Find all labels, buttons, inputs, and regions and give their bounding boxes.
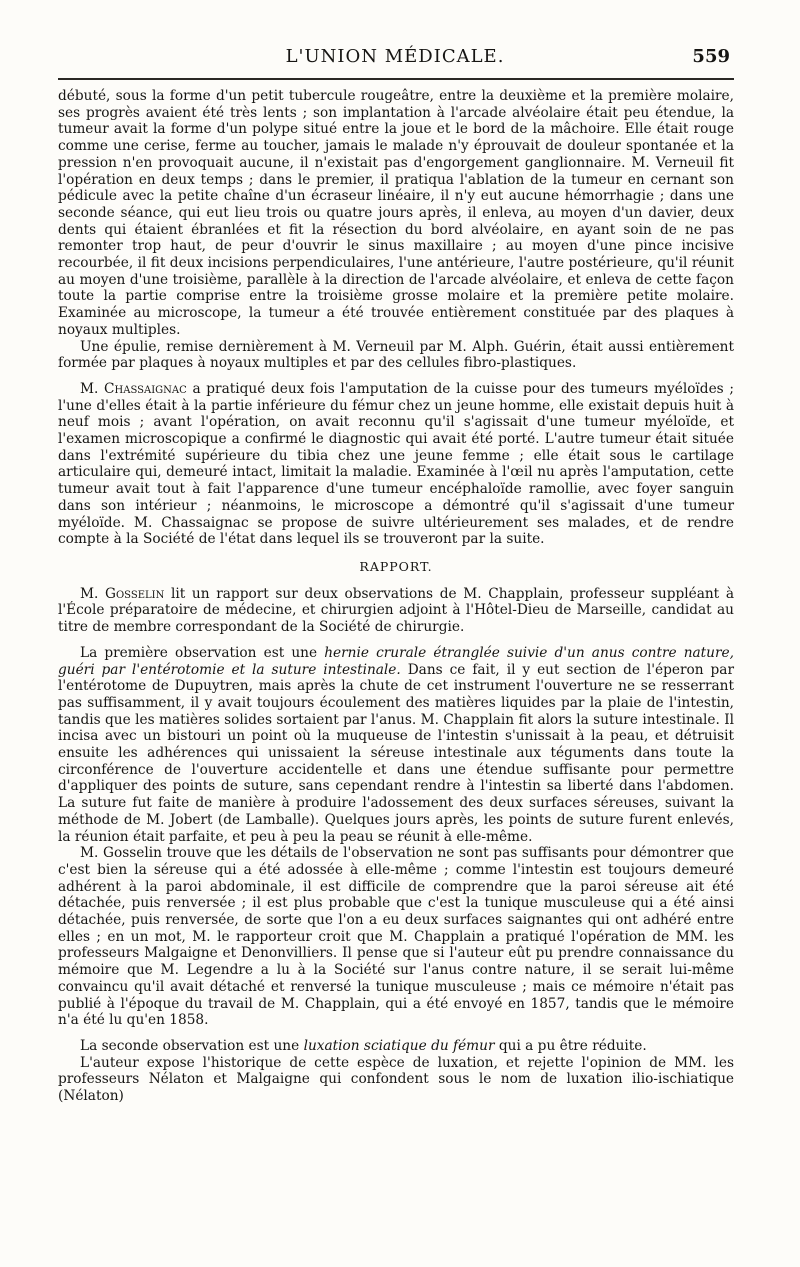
page-number: 559 <box>692 46 730 67</box>
speaker-name: M. Chassaignac <box>80 380 187 397</box>
speaker-name: M. Gosselin <box>80 585 165 602</box>
paragraph-gosselin-critique: M. Gosselin trouve que les détails de l'observation ne sont pas suffisants pour démontrer que c'est bien la séreuse qui a été adossée à elle-même ; comme l'intestin est toujours demeuré adhérent à la paroi abdominale, il est difficile de comprendre que la paroi séreuse ait été détachée, puis renversée ; il est plus probable que c'est la tunique musculeuse qui a été ainsi détachée, puis renversée, de sorte que l'on a eu deux surfaces saignantes qui ont adhéré entre elles ; en un mot, M. le rapporteur croit que M. Chapplain a pratiqué l'opération de MM. les professeurs Malgaigne et Denonvilliers. Il pense que si l'auteur eût pu prendre connaissance du mémoire que M. Legendre a lu à la Société sur l'anus contre nature, il se serait lui-même convaincu qu'il avait détaché et renversé la tunique musculeuse ; mais ce mémoire n'était pas publié à l'époque du travail de M. Chapplain, qui a été envoyé en 1857, tandis que le mémoire n'a été lu qu'en 1858. <box>58 845 734 1029</box>
paragraph-text: Dans ce fait, il y eut section de l'éperon par l'entérotome de Dupuytren, mais après la chute de cet instrument l'ouverture ne se resserrant pas suffisamment, il y avait toujours écoulement des matières liquides par la plaie de l'intestin, tandis que les matières solides sortaient par l'anus. M. Chapplain fit alors la suture intestinale. Il incisa avec un bistouri un point où la muqueuse de l'intestin s'unissait à la peau, et détruisit ensuite les adhérences qui unissaient la séreuse intestinale aux téguments dans toute la circonférence de l'ouverture accidentelle et dans une étendue suffisante pour permettre d'appliquer des points de suture, sans cependant rendre à l'intestin sa liberté dans l'abdomen. La suture fut faite de manière à produire l'adossement des deux surfaces séreuses, suivant la méthode de M. Jobert (de Lamballe). Quelques jours après, les points de suture furent enlevés, la réunion était parfaite, et peu à peu la peau se réunit à elle-même. <box>58 661 734 845</box>
paragraph-text: La seconde observation est une <box>80 1037 304 1054</box>
paragraph-verneuil-operation: débuté, sous la forme d'un petit tubercule rougeâtre, entre la deuxième et la première molaire, ses progrès avaient été très lents ; son implantation à l'arcade alvéolaire était peu étendue, la tumeur avait la forme d'un polype situé entre la joue et le bord de la mâchoire. Elle était rouge comme une cerise, ferme au toucher, jamais le malade n'y éprouvait de douleur spontanée et la pression n'en provoquait aucune, il n'existait pas d'engorgement ganglionnaire. M. Verneuil fit l'opération en deux temps ; dans le premier, il pratiqua l'ablation de la tumeur en cernant son pédicule avec la petite chaîne d'un écraseur linéaire, il n'y eut aucune hémorrhagie ; dans une seconde séance, qui eut lieu trois ou quatre jours après, il enleva, au moyen d'un davier, deux dents qui étaient ébranlées et fit la résection du bord alvéolaire, en ayant soin de ne pas remonter trop haut, de peur d'ouvrir le sinus maxillaire ; au moyen d'une pince incisive recourbée, il fit deux incisions perpendiculaires, l'une antérieure, l'autre postérieure, qu'il réunit au moyen d'une troisième, parallèle à la direction de l'arcade alvéolaire, et enleva de cette façon toute la partie comprise entre la troisième grosse molaire et la première petite molaire. Examinée au microscope, la tumeur a été trouvée entièrement constituée par des plaques à noyaux multiples. <box>58 88 734 338</box>
paragraph-luxation-history: L'auteur expose l'historique de cette espèce de luxation, et rejette l'opinion de MM. les professeurs Nélaton et Malgaigne qui confondent sous le nom de luxation ilio-ischiatique (Nélaton) <box>58 1054 734 1105</box>
running-head <box>60 44 730 74</box>
paragraph-epulie: Une épulie, remise dernièrement à M. Verneuil par M. Alph. Guérin, était aussi entièrement formée par plaques à noyaux multiples et par des cellules fibro-plastiques. <box>58 338 734 372</box>
section-title: RAPPORT. <box>359 558 433 574</box>
header-rule <box>58 78 734 80</box>
paragraph-text: lit un rapport sur deux observations de M. Chapplain, professeur suppléant à l'École préparatoire de médecine, et chirurgien adjoint à l'Hôtel-Dieu de Marseille, candidat au titre de membre correspondant de la Société de chirurgie. <box>58 585 735 636</box>
italic-title: luxation sciatique du fémur <box>303 1037 495 1054</box>
paragraph-text: qui a pu être réduite. <box>494 1037 647 1054</box>
article-body <box>58 88 734 1105</box>
journal-title: L'UNION MÉDICALE. <box>285 46 505 67</box>
paragraph-text: a pratiqué deux fois l'amputation de la cuisse pour des tumeurs myéloïdes ; l'une d'elles était à la partie inférieure du fémur chez un jeune homme, elle existait depuis huit à neuf mois ; avant l'opération, on avait reconnu qu'il s'agissait d'une tumeur myéloïde, et l'examen microscopique a confirmé le diagnostic qui avait été porté. L'autre tumeur était située dans l'extrémité supérieure du tibia chez une jeune femme ; elle était sous le cartilage articulaire qui, demeuré intact, limitait la maladie. Examinée à l'œil nu après l'amputation, cette tumeur avait tout à fait l'apparence d'une tumeur encéphaloïde ramollie, avec foyer sanguin dans son intérieur ; néanmoins, le microscope a démontré qu'il s'agissait d'une tumeur myéloïde. M. Chassaignac se propose de suivre ultérieurement ses malades, et de rendre compte à la Société de l'état dans lequel ils se trouveront par la suite. <box>58 380 734 548</box>
italic-title: hernie crurale étranglée suivie d'un anus contre nature, guéri par l'entérotomie et la suture intestinale. <box>58 644 734 678</box>
paragraph-first-observation <box>58 645 734 845</box>
paragraph-chassaignac <box>58 381 734 548</box>
paragraph-second-observation <box>58 1038 734 1055</box>
paragraph-text: La première observation est une <box>80 644 325 661</box>
paragraph-gosselin-report <box>58 586 734 636</box>
